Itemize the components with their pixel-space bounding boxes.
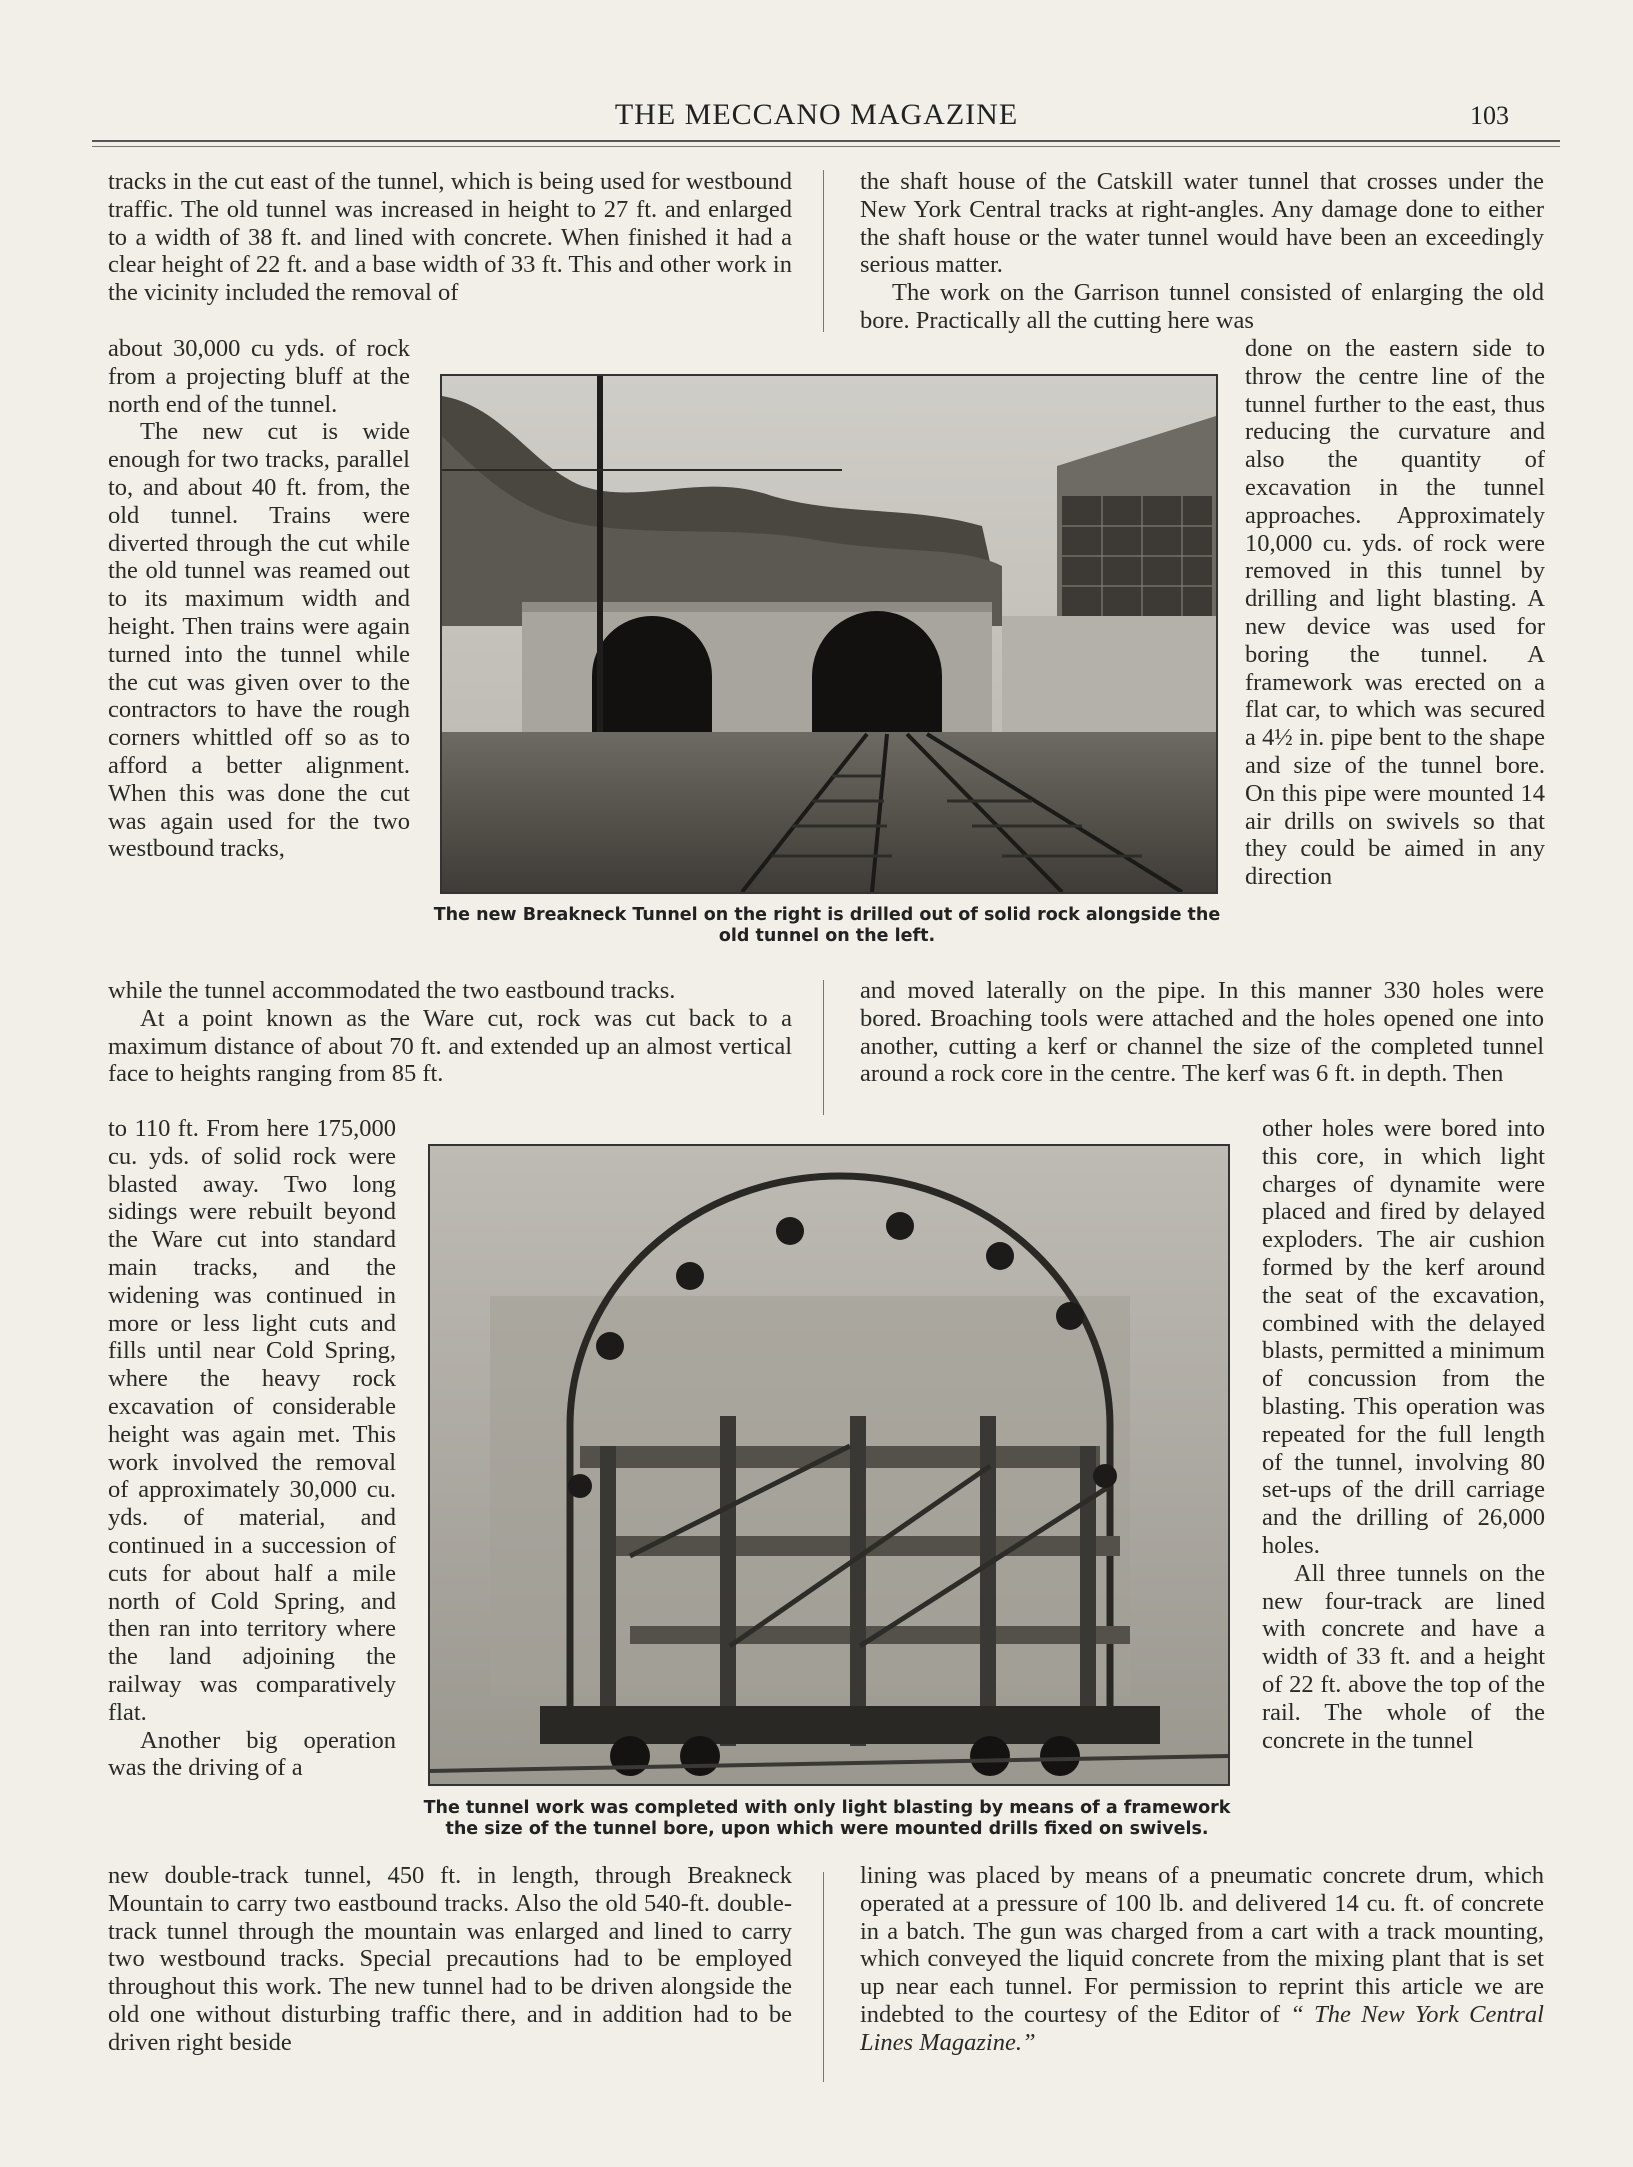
column-divider	[823, 980, 824, 1115]
paragraph: The new cut is wide enough for two tracks, parallel to, and about 40 ft. from, the old tunnel. Trains were diverted through the cut while the old tunnel was reamed out to its maximum width and height. Then trains were again turned into the tunnel while the cut was given over to the contractors to have the rough corners whittled off so as to afford a better alignment. When this was done the cut was again used for the two westbound tracks,	[108, 418, 410, 863]
article-text-block	[108, 1115, 396, 1782]
magazine-title: THE MECCANO MAGAZINE	[614, 98, 1019, 131]
paragraph: the shaft house of the Catskill water tunnel that crosses under the New York Central tracks at right-angles. Any damage done to either the shaft house or the water tunnel would have been an exceedingly serious matter.	[860, 168, 1544, 279]
tunnel-photo-drawing	[442, 376, 1216, 892]
paragraph: other holes were bored into this core, in which light charges of dynamite were placed and fired by delayed exploders. The air cushion formed by the kerf around the seat of the excavation, combined with the delayed blasts, permitted a minimum of concussion from the blasting. This operation was repeated for the full length of the tunnel, involving 80 set-ups of the drill carriage and the drilling of 26,000 holes.	[1262, 1115, 1545, 1559]
page-number: 103	[1470, 101, 1509, 130]
article-text-block	[108, 1862, 792, 2057]
paragraph	[860, 1862, 1544, 2057]
paragraph: done on the eastern side to throw the centre line of the tunnel further to the east, thus reducing the curvature and also the quantity of excavation in the tunnel approaches. Approximately 10,000 cu. yds. of rock were removed in this tunnel by drilling and light blasting. A new device was used for boring the tunnel. A framework was erected on a flat car, to which was secured a 4½ in. pipe bent to the shape and size of the tunnel bore. On this pipe were mounted 14 air drills on swivels so that they could be aimed in any direction	[1245, 335, 1545, 891]
paragraph: All three tunnels on the new four-track are lined with concrete and have a width of 33 ft. and a height of 22 ft. above the top of the rail. The whole of the concrete in the tunnel	[1262, 1559, 1545, 1754]
article-text-block	[860, 1862, 1544, 2057]
drill-carriage-photo-drawing	[430, 1146, 1228, 1784]
article-text-block	[1262, 1115, 1545, 1754]
paragraph: and moved laterally on the pipe. In this manner 330 holes were bored. Broaching tools were attached and the holes opened one into another, cutting a kerf or channel the size of the completed tunnel around a rock core in the centre. The kerf was 6 ft. in depth. Then	[860, 977, 1544, 1088]
tunnel-photograph	[440, 374, 1218, 894]
tunnel-photo-caption: The new Breakneck Tunnel on the right is drilled out of solid rock alongside the old tunnel on the left.	[433, 905, 1221, 946]
paragraph: Another big operation was the driving of a	[108, 1726, 396, 1782]
paragraph: At a point known as the Ware cut, rock was cut back to a maximum distance of about 70 ft. and extended up an almost vertical face to heights ranging from 85 ft.	[108, 1004, 792, 1088]
article-text-block	[108, 168, 792, 307]
drill-photo-caption: The tunnel work was completed with only light blasting by means of a framework the size of the tunnel bore, upon which were mounted drills fixed on swivels.	[423, 1798, 1231, 1839]
italic-citation: “ The New York Central Lines Magazine.”	[860, 2000, 1544, 2056]
paragraph: to 110 ft. From here 175,000 cu. yds. of solid rock were blasted away. Two long sidings were rebuilt beyond the Ware cut into standard main tracks, and the widening was continued in more or less light cuts and fills until near Cold Spring, where the heavy rock excavation of considerable height was again met. This work involved the removal of approximately 30,000 cu. yds. of material, and continued in a succession of cuts for about half a mile north of Cold Spring, and then ran into territory where the land adjoining the railway was comparatively flat.	[108, 1115, 396, 1726]
article-text-block	[1245, 335, 1545, 891]
paragraph-text: lining was placed by means of a pneumatic concrete drum, which operated at a pressure of 100 lb. and delivered 14 cu. ft. of concrete in a batch. The gun was charged from a cart with a track mounting, which conveyed the liquid concrete from the mixing plant that is set up near each tunnel. For permission to reprint this article we are indebted to the courtesy of the Editor of	[860, 1862, 1544, 2028]
paragraph: new double-track tunnel, 450 ft. in length, through Breakneck Mountain to carry two eastbound tracks. Also the old 540-ft. double-track tunnel through the mountain was enlarged and lined to carry two westbound tracks. Special precautions had to be employed throughout this work. The new tunnel had to be driven alongside the old one without disturbing traffic there, and in addition had to be driven right beside	[108, 1862, 792, 2056]
column-divider	[823, 170, 824, 332]
paragraph: The work on the Garrison tunnel consisted of enlarging the old bore. Practically all the cutting here was	[860, 279, 1544, 334]
drill-carriage-photograph	[428, 1144, 1230, 1786]
article-text-block	[860, 168, 1544, 335]
column-divider	[823, 1872, 824, 2082]
paragraph: tracks in the cut east of the tunnel, which is being used for westbound traffic. The old tunnel was increased in height to 27 ft. and enlarged to a width of 38 ft. and lined with concrete. When finished it had a clear height of 22 ft. and a base width of 33 ft. This and other work in the vicinity included the removal of	[108, 168, 792, 307]
paragraph: about 30,000 cu yds. of rock from a projecting bluff at the north end of the tunnel.	[108, 335, 410, 418]
paragraph: while the tunnel accommodated the two eastbound tracks.	[108, 977, 676, 1004]
header-rule	[92, 140, 1560, 142]
article-text-block	[108, 335, 410, 863]
header-rule-thin	[92, 146, 1560, 147]
article-text-block	[108, 977, 792, 1088]
article-text-block	[860, 977, 1544, 1088]
